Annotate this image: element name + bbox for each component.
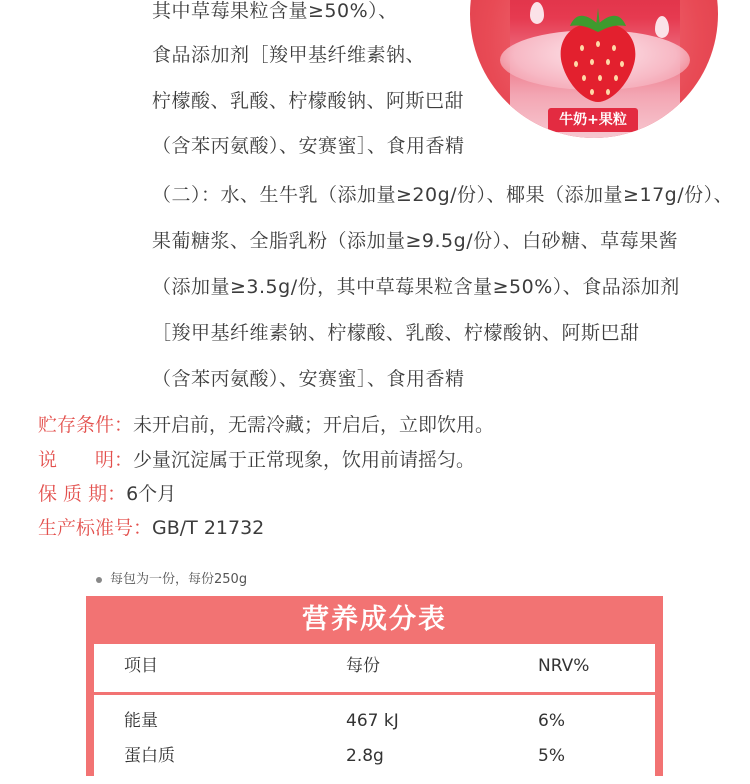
nutrient-name: 能量: [124, 711, 158, 731]
ingredient-line: 柠檬酸、乳酸、柠檬酸钠、阿斯巴甜: [152, 90, 465, 112]
storage-label: 贮存条件：: [38, 414, 134, 436]
shelf-life-row: [38, 479, 176, 506]
nutrient-amount: 467 kJ: [346, 711, 399, 731]
table-row: [94, 701, 655, 741]
storage-row: [38, 410, 494, 437]
instructions-row: [38, 445, 475, 472]
milk-drop: [530, 2, 544, 24]
header-item: 项目: [124, 656, 158, 676]
standard-row: [38, 513, 264, 540]
product-tag: 牛奶+果粒: [548, 108, 638, 132]
nutrition-body: [94, 644, 655, 784]
serving-note-text: 每包为一份，每份250g: [110, 572, 248, 587]
ingredient-line: 果葡糖浆、全脂乳粉（添加量≥9.5g/份）、白砂糖、草莓果酱: [152, 230, 679, 252]
shelf-life-label: 保 质 期：: [38, 483, 127, 505]
storage-value: 未开启前，无需冷藏；开启后，立即饮用。: [133, 414, 495, 436]
nutrient-nrv: 6%: [538, 711, 565, 731]
header-per-serving: 每份: [346, 656, 380, 676]
nutrition-table: [86, 596, 663, 776]
header-nrv: NRV%: [538, 656, 590, 676]
standard-value: GB/T 21732: [152, 517, 265, 539]
standard-label: 生产标准号：: [38, 517, 153, 539]
shelf-life-value: 6个月: [126, 483, 177, 505]
table-row: [94, 736, 655, 776]
nutrient-name: 蛋白质: [124, 746, 175, 766]
milk-drop: [655, 16, 669, 38]
ingredient-line: （含苯丙氨酸）、安赛蜜］、食用香精: [152, 135, 465, 157]
ingredient-line: 其中草莓果粒含量≥50%）、: [152, 0, 398, 22]
instructions-label: 说 明：: [38, 449, 134, 471]
nutrient-amount: 2.8g: [346, 746, 384, 766]
table-divider: [94, 692, 655, 695]
ingredient-line: （二）：水、生牛乳（添加量≥20g/份）、椰果（添加量≥17g/份）、: [152, 184, 734, 206]
bullet-icon: [96, 577, 102, 583]
nutrition-title: 营养成分表: [302, 604, 447, 635]
nutrient-nrv: 5%: [538, 746, 565, 766]
strawberry-icon: [552, 2, 644, 104]
ingredient-line: ［羧甲基纤维素钠、柠檬酸、乳酸、柠檬酸钠、阿斯巴甜: [152, 322, 640, 344]
serving-note: [96, 568, 247, 587]
ingredient-line: （含苯丙氨酸）、安赛蜜］、食用香精: [152, 368, 465, 390]
ingredient-line: 食品添加剂［羧甲基纤维素钠、: [152, 44, 426, 66]
table-header-row: [94, 646, 655, 686]
instructions-value: 少量沉淀属于正常现象，饮用前请摇匀。: [133, 449, 476, 471]
ingredient-line: （添加量≥3.5g/份，其中草莓果粒含量≥50%）、食品添加剂: [152, 276, 680, 298]
product-image: [470, 0, 718, 138]
